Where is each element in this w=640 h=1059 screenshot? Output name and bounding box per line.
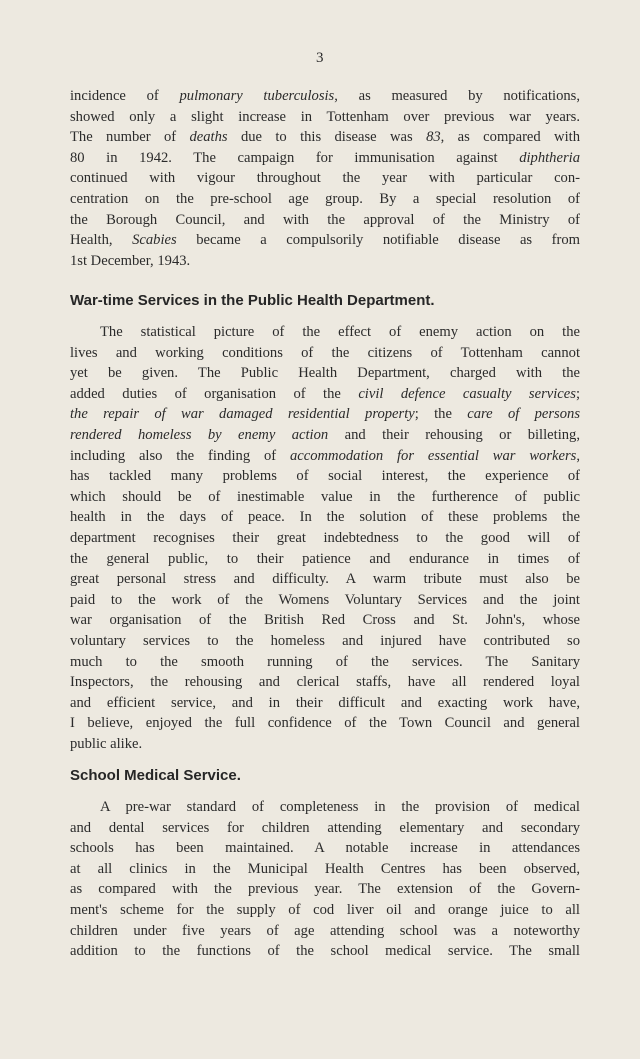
paragraph-school-medical-service [70,797,580,962]
text-line: paid to the work of the Womens Voluntary Services and the joint [70,591,580,608]
text-line: and dental services for children attending elementary and secondary [70,819,580,836]
text-line: department recognises their great indebtedness to the good will of [70,529,580,546]
paragraph-tuberculosis-immunisation [70,86,580,271]
text-line: as compared with the previous year. The extension of the Govern- [70,881,580,898]
text-line: incidence of pulmonary tuberculosis, as measured by notifications, [70,88,580,104]
text-line: lives and working conditions of the citizens of Tottenham cannot [70,344,580,361]
text-line: including also the finding of accommodation for essential war workers, [70,447,580,464]
paragraph-war-time-services [70,322,580,754]
text-line: voluntary services to the homeless and injured have contributed so [70,632,580,649]
text-line: added duties of organisation of the civil defence casualty services; [70,385,580,402]
text-line: rendered homeless by enemy action and their rehousing or billeting, [70,426,580,443]
text-line: public alike. [70,735,143,752]
text-line: yet be given. The Public Health Department, charged with the [70,365,580,382]
text-line: much to the smooth running of the services. The Sanitary [70,653,580,670]
text-line: children under five years of age attending school was a noteworthy [70,922,580,939]
text-line: which should be of inestimable value in the furtherence of public [70,488,580,505]
page-number: 3 [316,50,324,66]
text-line: the Borough Council, and with the approval of the Ministry of [70,211,580,228]
text-line: I believe, enjoyed the full confidence of the Town Council and general [70,715,580,732]
text-line: the general public, to their patience and endurance in times of [70,550,580,567]
text-line: Health, Scabies became a compulsorily notifiable disease as from [70,232,580,249]
text-line: A pre-war standard of completeness in the provision of medical [100,799,580,815]
section-heading-school-medical-service: School Medical Service. [70,767,241,784]
text-line: Inspectors, the rehousing and clerical staffs, have all rendered loyal [70,674,580,691]
section-heading-war-time-services: War-time Services in the Public Health Department. [70,292,435,309]
text-line: 1st December, 1943. [70,252,191,269]
text-line: showed only a slight increase in Tottenham over previous war years. [70,108,580,125]
text-line: schools has been maintained. A notable increase in attendances [70,840,580,857]
text-line: centration on the pre-school age group. By a special resolution of [70,190,580,207]
text-line: 80 in 1942. The campaign for immunisation against diphtheria [70,149,580,166]
text-line: great personal stress and difficulty. A warm tribute must also be [70,571,580,588]
text-line: The number of deaths due to this disease was 83, as compared with [70,129,580,146]
text-line: addition to the functions of the school medical service. The small [70,943,580,960]
text-line: ment's scheme for the supply of cod liver oil and orange juice to all [70,901,580,918]
text-line: The statistical picture of the effect of enemy action on the [100,324,580,340]
text-line: the repair of war damaged residential property; the care of persons [70,406,580,423]
text-line: has tackled many problems of social interest, the experience of [70,468,580,485]
text-line: and efficient service, and in their difficult and exacting work have, [70,694,580,711]
text-line: health in the days of peace. In the solution of these problems the [70,509,580,526]
text-line: war organisation of the British Red Cross and St. John's, whose [70,612,580,629]
text-line: at all clinics in the Municipal Health Centres has been observed, [70,860,580,877]
text-line: continued with vigour throughout the year with particular con- [70,170,580,187]
